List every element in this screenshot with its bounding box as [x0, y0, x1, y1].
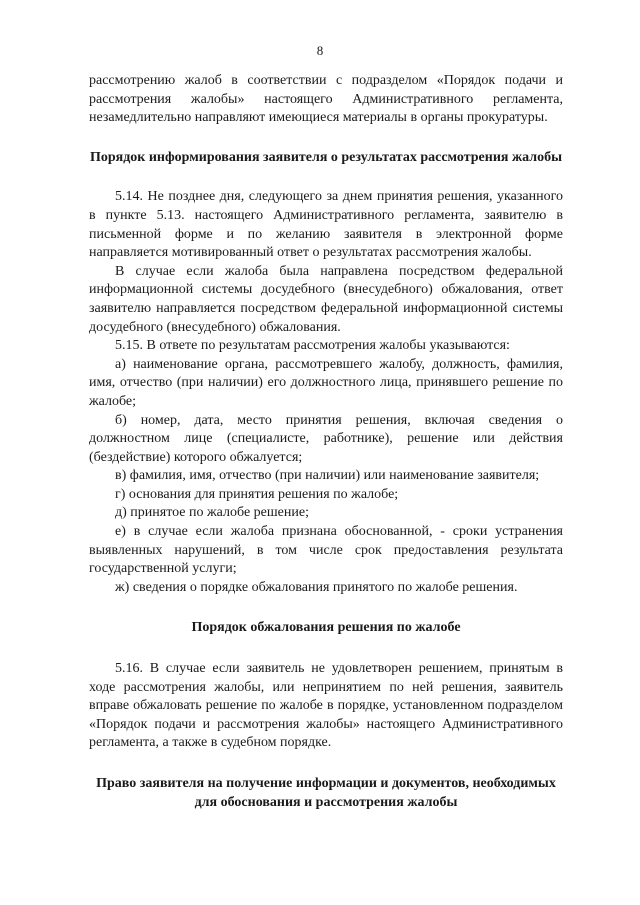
list-item-g: г) основания для принятия решения по жалобе; [115, 486, 399, 502]
intro-paragraph: рассмотрению жалоб в соответствии с подразделом «Порядок подачи и рассмотрения жалобы» настоящего Административного регламента, незамедлительно направляют имеющиеся материалы в органы прокуратуры. [89, 73, 563, 126]
heading-rights: Право заявителя на получение информации и документов, необходимых для обоснования и рассмотрения жалобы [96, 776, 556, 810]
paragraph-5-15: 5.15. В ответе по результатам рассмотрения жалобы указываются: [115, 338, 510, 354]
list-item-v: в) фамилия, имя, отчество (при наличии) или наименование заявителя; [115, 468, 540, 484]
document-body [89, 72, 563, 812]
heading-appeal: Порядок обжалования решения по жалобе [191, 620, 461, 636]
heading-informing: Порядок информирования заявителя о результатах рассмотрения жалобы [89, 149, 563, 165]
list-item-e: е) в случае если жалоба признана обоснованной, - сроки устранения выявленных нарушений, в том числе срок предоставления результата государственной услуги; [89, 524, 563, 577]
list-item-a: а) наименование органа, рассмотревшего жалобу, должность, фамилия, имя, отчество (при наличии) его должностного лица, принявшего решение по жалобе; [89, 356, 563, 409]
list-item-zh: ж) сведения о порядке обжалования принятого по жалобе решения. [115, 579, 518, 595]
paragraph-federal-system: В случае если жалоба была направлена посредством федеральной информационной системы досудебного (внесудебного) обжалования, ответ заявителю направляется посредством федеральной информационной системы досудебного (внесудебного) обжалования. [89, 263, 563, 335]
list-item-b: б) номер, дата, место принятия решения, включая сведения о должностном лице (специалисте, работнике), решение или действия (бездействие) которого обжалуется; [89, 412, 563, 465]
paragraph-5-14: 5.14. Не позднее дня, следующего за днем принятия решения, указанного в пункте 5.13. настоящего Административного регламента, заявителю в письменной форме и по желанию заявителя в электронной форме направляется мотивированный ответ о результатах рассмотрения жалобы. [89, 189, 563, 261]
list-item-d: д) принятое по жалобе решение; [115, 505, 309, 521]
paragraph-5-16: 5.16. В случае если заявитель не удовлетворен решением, принятым в ходе рассмотрения жалобы, или непринятием по ней решения, заявитель вправе обжаловать решение по жалобе в порядке, установленном подразделом «Порядок подачи и рассмотрения жалобы» настоящего Административного регламента, а также в судебном порядке. [89, 661, 563, 751]
page-number: 8 [316, 43, 324, 58]
